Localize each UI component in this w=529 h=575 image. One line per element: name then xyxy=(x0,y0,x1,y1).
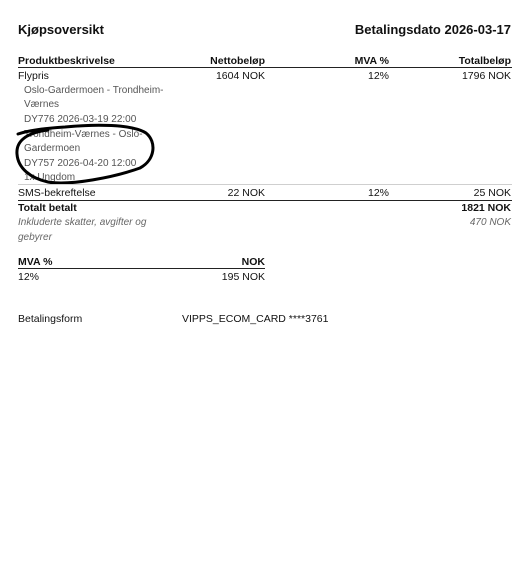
col-total: Totalbeløp xyxy=(458,55,511,67)
leg1-route-line2: Værnes xyxy=(24,99,60,110)
sms-total: 25 NOK xyxy=(473,187,511,199)
row-divider xyxy=(18,184,512,185)
page-title: Kjøpsoversikt xyxy=(18,22,104,37)
leg2-route-line2: Gardermoen xyxy=(24,143,81,154)
passenger-type: 1x Ungdom xyxy=(24,172,76,183)
col-vat: MVA % xyxy=(354,55,389,67)
leg1-flight: DY776 2026-03-19 22:00 xyxy=(24,114,137,125)
leg2-route-line1: Trondheim-Værnes - Oslo- xyxy=(24,129,143,140)
leg1-route-line1: Oslo-Gardermoen - Trondheim- xyxy=(24,85,164,96)
payment-label: Betalingsform xyxy=(18,313,83,325)
flight-vat: 12% xyxy=(367,70,389,82)
total-label: Totalt betalt xyxy=(18,202,77,214)
vat-rate: 12% xyxy=(18,271,40,283)
col-net: Nettobeløp xyxy=(210,55,265,67)
vat-divider xyxy=(18,268,265,269)
sms-net: 22 NOK xyxy=(227,187,265,199)
header-divider xyxy=(18,67,512,68)
flight-net: 1604 NOK xyxy=(215,70,265,82)
leg2-flight: DY757 2026-04-20 12:00 xyxy=(24,158,137,169)
vat-col-rate: MVA % xyxy=(18,256,53,268)
total-value: 1821 NOK xyxy=(461,202,511,214)
payment-value: VIPPS_ECOM_CARD ****3761 xyxy=(182,313,329,325)
flight-name: Flypris xyxy=(18,70,49,82)
vat-amount: 195 NOK xyxy=(221,271,265,283)
total-divider xyxy=(18,200,512,201)
sms-vat: 12% xyxy=(367,187,389,199)
vat-col-amount: NOK xyxy=(241,256,265,268)
taxes-note-line2: gebyrer xyxy=(18,232,52,243)
payment-date: Betalingsdato 2026-03-17 xyxy=(354,22,511,37)
taxes-note-line1: Inkluderte skatter, avgifter og xyxy=(18,217,147,228)
flight-total: 1796 NOK xyxy=(461,70,511,82)
col-description: Produktbeskrivelse xyxy=(18,55,115,67)
taxes-note-value: 470 NOK xyxy=(469,217,511,228)
sms-name: SMS-bekreftelse xyxy=(18,187,96,199)
